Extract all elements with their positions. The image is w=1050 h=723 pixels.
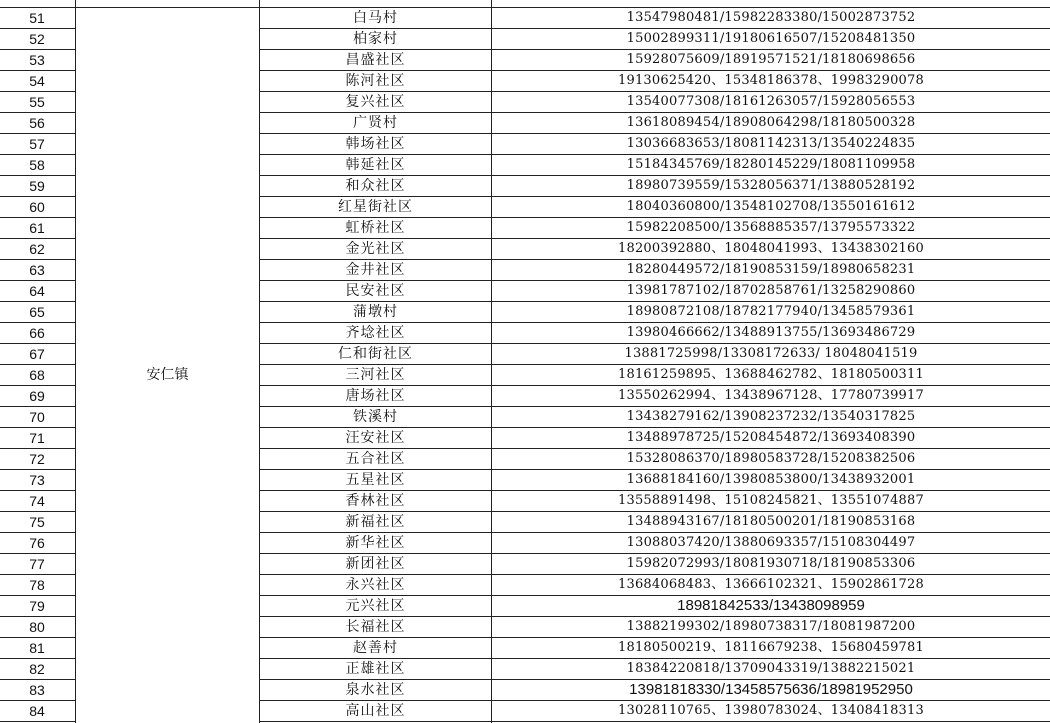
phone-cell: 13558891498、15108245821、13551074887 <box>492 491 1050 512</box>
phone-cell: 13981818330/13458575636/18981952950 <box>492 680 1050 701</box>
row-number-cell: 69 <box>0 386 76 407</box>
community-cell: 铁溪村 <box>260 407 492 428</box>
community-cell: 长福社区 <box>260 617 492 638</box>
row-number-cell: 82 <box>0 659 76 680</box>
community-cell: 汪安社区 <box>260 428 492 449</box>
row-number-cell: 56 <box>0 113 76 134</box>
phone-cell: 13688184160/13980853800/13438932001 <box>492 470 1050 491</box>
row-number-cell: 81 <box>0 638 76 659</box>
community-cell: 红星街社区 <box>260 197 492 218</box>
community-cell: 金光社区 <box>260 239 492 260</box>
community-cell: 虹桥社区 <box>260 218 492 239</box>
phone-cell: 15328086370/18980583728/15208382506 <box>492 449 1050 470</box>
phone-cell: 18280449572/18190853159/18980658231 <box>492 260 1050 281</box>
phone-cell: 18180500219、18116679238、15680459781 <box>492 638 1050 659</box>
table-row <box>0 8 1050 29</box>
phone-cell <box>492 0 1050 8</box>
row-number-cell <box>0 0 76 8</box>
row-number-cell: 55 <box>0 92 76 113</box>
community-cell: 泉水社区 <box>260 680 492 701</box>
town-cell-top <box>76 0 260 8</box>
row-number-cell: 77 <box>0 554 76 575</box>
phone-cell: 18040360800/13548102708/13550161612 <box>492 197 1050 218</box>
community-cell: 民安社区 <box>260 281 492 302</box>
town-name-cell: 安仁镇 <box>76 8 260 723</box>
community-cell: 复兴社区 <box>260 92 492 113</box>
phone-cell: 13981787102/18702858761/13258290860 <box>492 281 1050 302</box>
phone-cell: 15982072993/18081930718/18190853306 <box>492 554 1050 575</box>
row-number-cell: 83 <box>0 680 76 701</box>
community-cell: 新福社区 <box>260 512 492 533</box>
phone-cell: 13028110765、13980783024、13408418313 <box>492 701 1050 722</box>
phone-cell: 18980739559/15328056371/13880528192 <box>492 176 1050 197</box>
row-number-cell: 80 <box>0 617 76 638</box>
community-cell: 赵善村 <box>260 638 492 659</box>
community-cell: 韩延社区 <box>260 155 492 176</box>
row-number-cell: 71 <box>0 428 76 449</box>
community-cell: 三河社区 <box>260 365 492 386</box>
row-number-cell: 61 <box>0 218 76 239</box>
phone-cell: 13488978725/15208454872/13693408390 <box>492 428 1050 449</box>
community-cell: 韩场社区 <box>260 134 492 155</box>
row-number-cell: 66 <box>0 323 76 344</box>
phone-cell: 18980872108/18782177940/13458579361 <box>492 302 1050 323</box>
phone-cell: 13036683653/18081142313/13540224835 <box>492 134 1050 155</box>
phone-cell: 13684068483、13666102321、15902861728 <box>492 575 1050 596</box>
community-cell: 蒲墩村 <box>260 302 492 323</box>
row-number-cell: 79 <box>0 596 76 617</box>
community-cell: 广贤村 <box>260 113 492 134</box>
row-number-cell: 54 <box>0 71 76 92</box>
row-number-cell: 51 <box>0 8 76 29</box>
community-cell: 新华社区 <box>260 533 492 554</box>
community-cell: 金井社区 <box>260 260 492 281</box>
phone-cell: 18161259895、13688462782、18180500311 <box>492 365 1050 386</box>
phone-cell: 18200392880、18048041993、13438302160 <box>492 239 1050 260</box>
community-cell: 昌盛社区 <box>260 50 492 71</box>
row-number-cell: 59 <box>0 176 76 197</box>
row-number-cell: 70 <box>0 407 76 428</box>
community-cell: 陈河社区 <box>260 71 492 92</box>
phone-cell: 13488943167/18180500201/18190853168 <box>492 512 1050 533</box>
phone-cell: 19130625420、15348186378、19983290078 <box>492 71 1050 92</box>
row-number-cell: 75 <box>0 512 76 533</box>
phone-cell: 13088037420/13880693357/15108304497 <box>492 533 1050 554</box>
table-row-partial-top <box>0 0 1050 8</box>
phone-cell: 13882199302/18980738317/18081987200 <box>492 617 1050 638</box>
community-cell: 高山社区 <box>260 701 492 722</box>
row-number-cell: 78 <box>0 575 76 596</box>
row-number-cell: 63 <box>0 260 76 281</box>
row-number-cell: 76 <box>0 533 76 554</box>
row-number-cell: 72 <box>0 449 76 470</box>
phone-cell: 13550262994、13438967128、17780739917 <box>492 386 1050 407</box>
phone-cell: 18384220818/13709043319/13882215021 <box>492 659 1050 680</box>
row-number-cell: 62 <box>0 239 76 260</box>
row-number-cell: 73 <box>0 470 76 491</box>
row-number-cell: 58 <box>0 155 76 176</box>
phone-cell: 15928075609/18919571521/18180698656 <box>492 50 1050 71</box>
row-number-cell: 64 <box>0 281 76 302</box>
row-number-cell: 84 <box>0 701 76 722</box>
phone-cell: 13540077308/18161263057/15928056553 <box>492 92 1050 113</box>
community-cell: 香林社区 <box>260 491 492 512</box>
community-cell: 和众社区 <box>260 176 492 197</box>
community-cell: 五星社区 <box>260 470 492 491</box>
community-cell: 柏家村 <box>260 29 492 50</box>
phone-cell: 13881725998/13308172633/ 18048041519 <box>492 344 1050 365</box>
community-cell <box>260 0 492 8</box>
row-number-cell: 67 <box>0 344 76 365</box>
row-number-cell: 65 <box>0 302 76 323</box>
community-cell: 仁和街社区 <box>260 344 492 365</box>
community-cell: 永兴社区 <box>260 575 492 596</box>
phone-cell: 13438279162/13908237232/13540317825 <box>492 407 1050 428</box>
phone-cell: 13980466662/13488913755/13693486729 <box>492 323 1050 344</box>
row-number-cell: 53 <box>0 50 76 71</box>
phone-cell: 13618089454/18908064298/18180500328 <box>492 113 1050 134</box>
phone-cell: 15184345769/18280145229/18081109958 <box>492 155 1050 176</box>
community-cell: 齐埝社区 <box>260 323 492 344</box>
phone-cell: 15002899311/19180616507/15208481350 <box>492 29 1050 50</box>
row-number-cell: 74 <box>0 491 76 512</box>
community-cell: 新团社区 <box>260 554 492 575</box>
community-cell: 正雄社区 <box>260 659 492 680</box>
row-number-cell: 60 <box>0 197 76 218</box>
phone-cell: 15982208500/13568885357/13795573322 <box>492 218 1050 239</box>
phone-cell: 13547980481/15982283380/15002873752 <box>492 8 1050 29</box>
community-cell: 白马村 <box>260 8 492 29</box>
row-number-cell: 57 <box>0 134 76 155</box>
community-cell: 五合社区 <box>260 449 492 470</box>
community-cell: 元兴社区 <box>260 596 492 617</box>
community-cell: 唐场社区 <box>260 386 492 407</box>
phone-cell: 18981842533/13438098959 <box>492 596 1050 617</box>
row-number-cell: 52 <box>0 29 76 50</box>
row-number-cell: 68 <box>0 365 76 386</box>
